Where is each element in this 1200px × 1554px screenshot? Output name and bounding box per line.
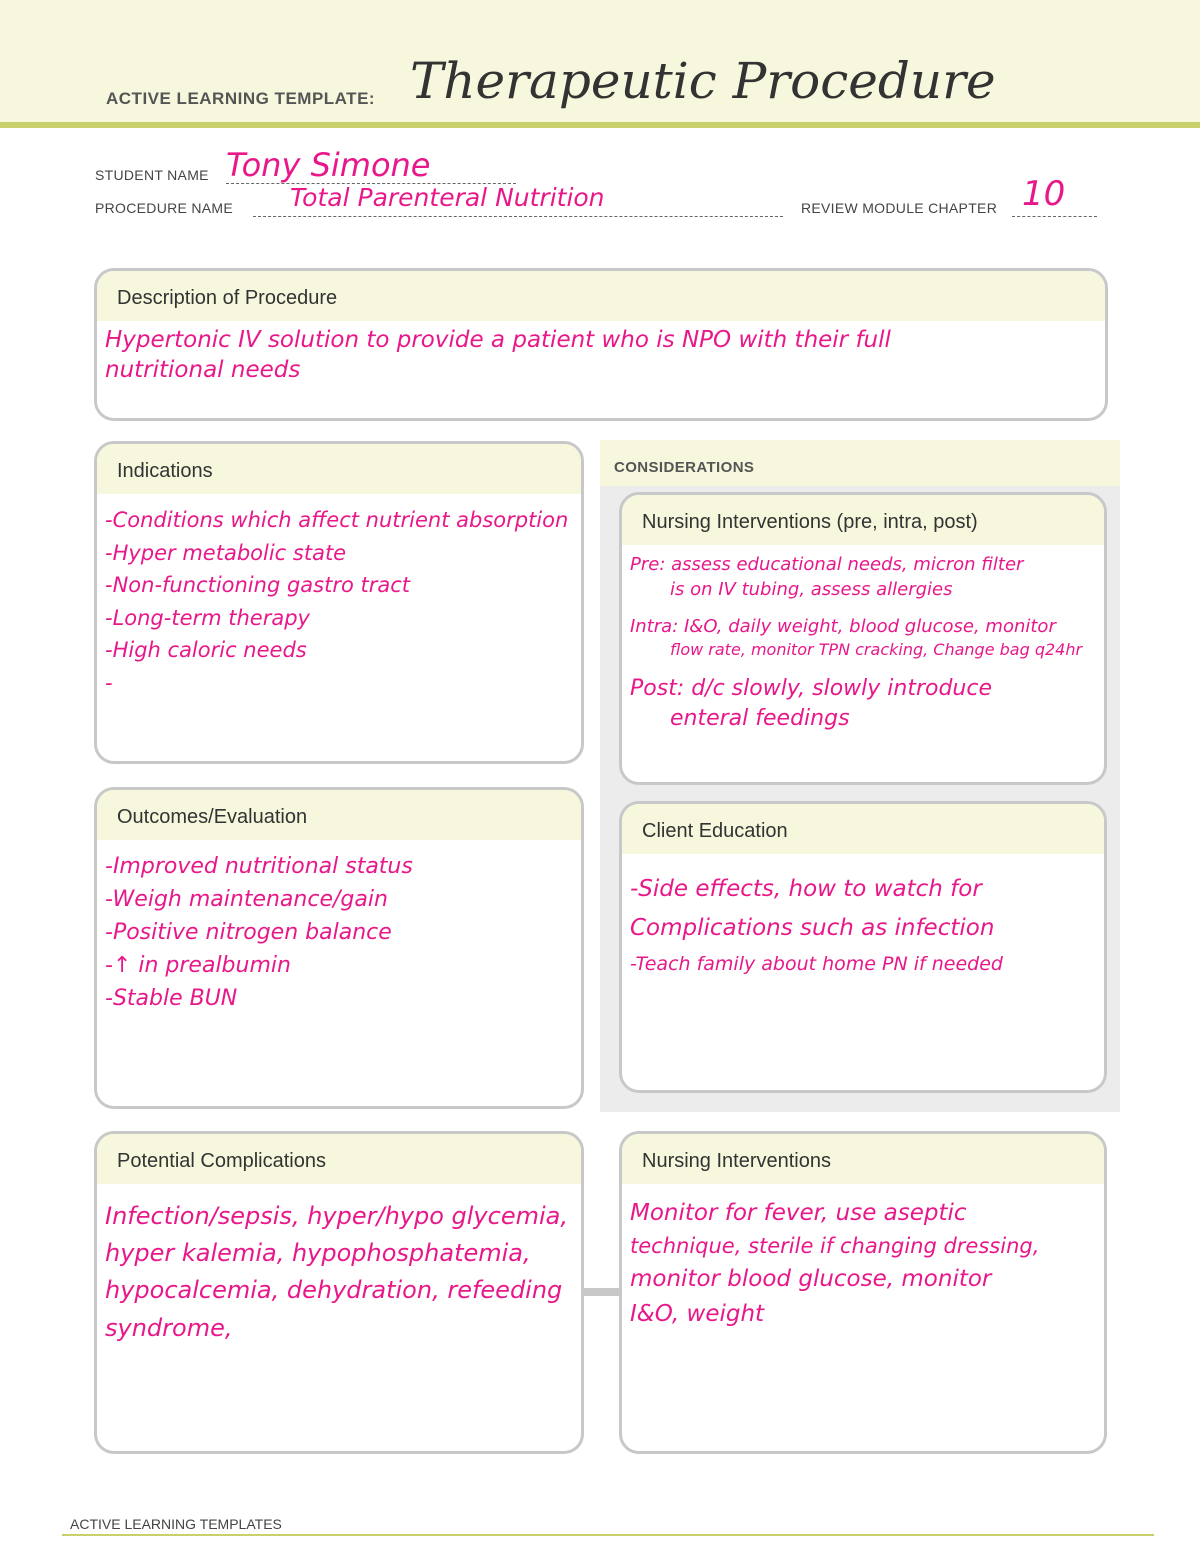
- outcome-item: -Improved nutritional status: [105, 854, 413, 879]
- description-heading: Description of Procedure: [97, 271, 1105, 321]
- nursing-pip-line: Post: d/c slowly, slowly introduce: [630, 675, 993, 701]
- student-name-label: STUDENT NAME: [95, 167, 209, 183]
- client-education-heading: Client Education: [622, 804, 1104, 854]
- nursing-interventions-pip-content[interactable]: [622, 545, 1104, 734]
- review-module-label: REVIEW MODULE CHAPTER: [801, 200, 998, 216]
- client-education-box: [619, 801, 1107, 1093]
- page-title: Therapeutic Procedure: [410, 52, 996, 110]
- indication-item: -Long-term therapy: [105, 605, 310, 630]
- nursing-pip-line: Intra: I&O, daily weight, blood glucose, monitor: [630, 615, 1056, 637]
- nursing-interventions-pip-heading: Nursing Interventions (pre, intra, post): [622, 495, 1104, 545]
- client-education-line: -Side effects, how to watch for: [630, 876, 982, 902]
- nursing-pip-line: is on IV tubing, assess allergies: [670, 578, 953, 600]
- box-connector: [582, 1288, 622, 1296]
- nursing-pip-line: flow rate, monitor TPN cracking, Change bag q24hr: [670, 640, 1083, 660]
- outcome-item: -Stable BUN: [105, 986, 238, 1011]
- description-box: [94, 268, 1108, 421]
- complication-line: hyper kalemia, hypophosphatemia,: [105, 1239, 531, 1268]
- review-module-value[interactable]: 10: [1022, 174, 1066, 214]
- considerations-label: CONSIDERATIONS: [614, 459, 755, 476]
- nursing-pip-line: Pre: assess educational needs, micron filter: [630, 554, 1024, 575]
- procedure-name-line: [253, 216, 783, 217]
- nursing-interventions-heading: Nursing Interventions: [622, 1134, 1104, 1184]
- indication-item: -Non-functioning gastro tract: [105, 573, 411, 598]
- nursing-intervention-line: I&O, weight: [630, 1300, 765, 1327]
- nursing-interventions-pip-box: [619, 492, 1107, 785]
- complication-line: Infection/sepsis, hyper/hypo glycemia,: [105, 1202, 568, 1230]
- complications-heading: Potential Complications: [97, 1134, 581, 1184]
- indications-box: [94, 441, 584, 764]
- indications-heading: Indications: [97, 444, 581, 494]
- outcome-item: -↑ in prealbumin: [105, 953, 291, 978]
- complication-line: syndrome,: [105, 1313, 233, 1342]
- indication-item: -: [105, 670, 113, 695]
- procedure-name-label: PROCEDURE NAME: [95, 200, 233, 216]
- client-education-line: Complications such as infection: [630, 915, 995, 942]
- complications-content[interactable]: [97, 1184, 581, 1347]
- description-line: nutritional needs: [105, 357, 301, 384]
- outcome-item: -Positive nitrogen balance: [105, 920, 392, 945]
- outcomes-content[interactable]: [97, 840, 581, 1015]
- complication-line: hypocalcemia, dehydration, refeeding: [105, 1276, 563, 1305]
- header-rule: [0, 122, 1200, 128]
- indication-item: -High caloric needs: [105, 638, 307, 663]
- nursing-interventions-content[interactable]: [622, 1184, 1104, 1331]
- indication-item: -Hyper metabolic state: [105, 540, 347, 565]
- procedure-name-value[interactable]: Total Parenteral Nutrition: [290, 183, 605, 212]
- template-label: ACTIVE LEARNING TEMPLATE:: [106, 89, 376, 108]
- student-name-value[interactable]: Tony Simone: [226, 146, 431, 184]
- client-education-line: -Teach family about home PN if needed: [630, 953, 1003, 976]
- outcomes-box: [94, 787, 584, 1109]
- outcomes-heading: Outcomes/Evaluation: [97, 790, 581, 840]
- nursing-intervention-line: technique, sterile if changing dressing,: [630, 1233, 1040, 1258]
- footer-label: ACTIVE LEARNING TEMPLATES: [70, 1516, 282, 1532]
- client-education-content[interactable]: [622, 854, 1104, 980]
- indications-content[interactable]: [97, 494, 581, 699]
- description-line: Hypertonic IV solution to provide a patient who is NPO with their full: [105, 327, 891, 353]
- nursing-interventions-box: [619, 1131, 1107, 1454]
- nursing-intervention-line: monitor blood glucose, monitor: [630, 1266, 992, 1292]
- footer-rule: [62, 1534, 1154, 1536]
- nursing-pip-line: enteral feedings: [670, 705, 850, 731]
- nursing-intervention-line: Monitor for fever, use aseptic: [630, 1200, 967, 1226]
- description-content[interactable]: [97, 321, 1105, 386]
- review-module-line: [1012, 216, 1097, 217]
- indication-item: -Conditions which affect nutrient absorption: [105, 508, 569, 532]
- outcome-item: -Weigh maintenance/gain: [105, 887, 388, 912]
- complications-box: [94, 1131, 584, 1454]
